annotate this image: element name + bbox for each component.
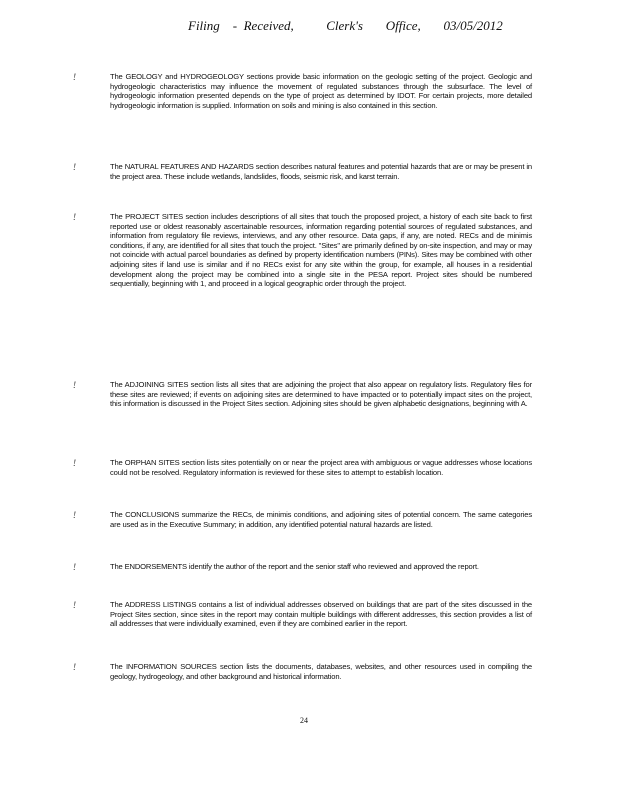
paragraph-orphan-sites: The ORPHAN SITES section lists sites potentially on or near the project area with ambiguous or vague addresses whose locations could not be resolved. Regulatory information is reviewed for these sites to attempt to establish location. [110, 458, 532, 477]
bullet-mark: ! [73, 510, 76, 520]
bullet-mark: ! [73, 72, 76, 82]
paragraph-adjoining-sites: The ADJOINING SITES section lists all sites that are adjoining the project that also appear on regulatory lists. Regulatory files for these sites are reviewed; if events on adjoining sites are determined to have impacted or to potentially impact sites on the project, this information is discussed in the Project Sites section. Adjoining sites should be given alphabetic designations, beginning with A. [110, 380, 532, 409]
page-number: 24 [300, 716, 308, 725]
paragraph-endorsements: The ENDORSEMENTS identify the author of the report and the senior staff who reviewed and approved the report. [110, 562, 479, 571]
bullet-mark: ! [73, 600, 76, 610]
filing-stamp-header: Filing - Received, Clerk's Office, 03/05/2012 [188, 18, 503, 33]
paragraph-natural-features: The NATURAL FEATURES AND HAZARDS section describes natural features and potential hazards that are or may be present in the project area. These include wetlands, landslides, floods, seismic risk, and karst terrain. [110, 162, 532, 181]
bullet-mark: ! [73, 380, 76, 390]
bullet-mark: ! [73, 562, 76, 572]
bullet-mark: ! [73, 458, 76, 468]
paragraph-address-listings: The ADDRESS LISTINGS contains a list of individual addresses observed on buildings that are part of the sites discussed in the Project Sites section, since sites in the report may contain multiple buildings with different addresses, this section provides a list of all addresses that were individually examined, even if they are combined earlier in the report. [110, 600, 532, 629]
bullet-mark: ! [73, 162, 76, 172]
bullet-mark: ! [73, 662, 76, 672]
paragraph-project-sites: The PROJECT SITES section includes descriptions of all sites that touch the proposed project, a history of each site back to first reported use or oldest reasonably ascertainable resources, information regarding potential sources of regulated substances, and information from regulatory file reviews, interviews, and any other resource. Data gaps, if any, are noted. RECs and de minimis conditions, if any, are identified for all sites that touch the project. "Sites" are primarily defined by on-site inspection, and may or may not coincide with actual parcel boundaries as defined by property identification numbers (PINs). Sites may be combined with other adjoining sites if land use is similar and if no RECs exist for any site within the group, for example, all houses in a residential development along the project may be combined into a single site in the PESA report. Project sites should be numbered sequentially, beginning with 1, and proceed in a logical geographic order through the project. [110, 212, 532, 289]
bullet-mark: ! [73, 212, 76, 222]
paragraph-conclusions: The CONCLUSIONS summarize the RECs, de minimis conditions, and adjoining sites of potential concern. The same categories are used as in the Executive Summary; in addition, any identified potential natural hazards are listed. [110, 510, 532, 529]
paragraph-information-sources: The INFORMATION SOURCES section lists the documents, databases, websites, and other resources used in compiling the geology, hydrogeology, and other background and historical information. [110, 662, 532, 681]
paragraph-geology: The GEOLOGY and HYDROGEOLOGY sections provide basic information on the geologic setting of the project. Geologic and hydrogeologic characteristics may influence the movement of regulated substances through the subsurface. The level of hydrogeologic information presented depends on the type of project as determined by IDOT. For certain projects, more detailed hydrogeologic information is supplied. Information on soils and mining is also contained in this section. [110, 72, 532, 110]
